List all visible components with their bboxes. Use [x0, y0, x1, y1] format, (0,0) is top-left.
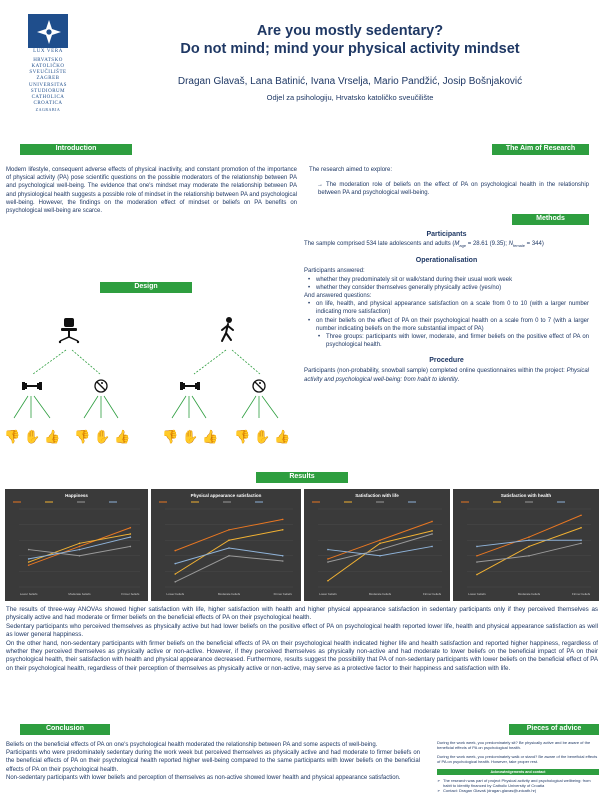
data-point [379, 549, 381, 551]
results-paragraph: Sedentary participants who perceived themselves as physically active but had lower beliefs on the positive effect of PA on psychological health reported lower life, health and physical appearance satisfaction as well as lower general happiness. [6, 622, 598, 639]
answered-list [304, 276, 589, 292]
connector-line [242, 396, 278, 418]
list-item: • Three groups: participants with lower, moderate, and firmer beliefs on the positive effect of PA on psychological health. [304, 333, 589, 349]
data-point [282, 519, 284, 521]
data-point [282, 555, 284, 557]
chart-health-satisfaction [453, 489, 599, 601]
list-item: • on life, health, and physical appearance satisfaction on a scale from 0 to 10 (with a larger number indicating more satisfaction) [304, 300, 589, 316]
thumbs-down-icon: 👎 [74, 430, 91, 445]
x-tick-label: Lower beliefs [19, 592, 38, 596]
chart-title: Satisfaction with health [500, 493, 552, 498]
results-heading: Results [256, 472, 348, 483]
aim-heading: The Aim of Research [492, 144, 589, 155]
groups-list [304, 333, 589, 349]
procedure-text: Participants (non-probability, snowball sample) completed online questionnaires within the project: Physical activity and psychological well-being: from habit to identity. [304, 368, 589, 383]
chart-title: Happiness [65, 493, 88, 498]
chart-background [5, 489, 148, 601]
chart-happiness [5, 489, 148, 601]
data-point [476, 561, 478, 563]
connector-line [33, 350, 66, 374]
no-activity-icon [95, 380, 107, 392]
data-point [174, 550, 176, 552]
participants-heading: Participants [426, 231, 467, 238]
data-point [431, 521, 433, 523]
conclusion-paragraph: Beliefs on the beneficial effects of PA on one's psychological health moderated the relationship between PA and some aspects of well-being. [6, 742, 378, 748]
data-point [431, 546, 433, 548]
questions-list [304, 300, 589, 333]
no-activity-icon [253, 380, 265, 392]
thumbs-up-icon: 👍 [114, 430, 131, 445]
x-tick-label: Moderate beliefs [68, 592, 91, 596]
open-hand-icon: ✋ [24, 430, 41, 445]
operationalisation-heading: Operationalisation [415, 257, 478, 265]
data-point [379, 543, 381, 545]
data-point [28, 561, 30, 563]
data-point [282, 560, 284, 562]
office-chair-icon [59, 318, 79, 343]
data-point [580, 527, 582, 529]
thumbs-up-icon: 👍 [202, 430, 219, 445]
conclusion-paragraph: Non-sedentary participants with lower beliefs and perception of themselves as non-active showed lower health and physical appearance satisfaction. [6, 774, 401, 781]
advice-item: During the work week, you predominately sit? Be physically active and be aware of the beneficial effects of PA on psychological health. [437, 740, 591, 750]
data-point [130, 527, 132, 529]
chart-background [151, 489, 301, 601]
arrow-icon: ➢ [437, 778, 441, 783]
data-point [130, 533, 132, 535]
connector-line [84, 396, 118, 418]
advice-heading: Pieces of advice [509, 724, 599, 735]
walking-person-icon [222, 317, 233, 341]
open-hand-icon: ✋ [254, 430, 271, 445]
list-item: • whether they consider themselves generally physically active (yes/no) [304, 284, 589, 292]
thumbs-down-icon: 👎 [162, 430, 179, 445]
acknowledgement-item: ➢ Contact: Dragan Glavaš (dragan.glavas@unicath.hr) [437, 788, 537, 793]
x-tick-label: Lower beliefs [468, 592, 486, 596]
design-diagram [0, 312, 300, 452]
data-point [580, 514, 582, 516]
participants-text: The sample comprised 534 late adolescents and adults ($M_{age} = 28.61$ (9.35); $N_{female} = 344$) [304, 241, 544, 249]
thumbs-down-icon: 👎 [4, 430, 21, 445]
methods-section [304, 231, 589, 384]
poster-title-line1: Are you mostly sedentary? [256, 23, 444, 39]
poster-title-line2: Do not mind; mind your physical activity mindset [180, 41, 520, 57]
x-tick-label: Firmer beliefs [571, 592, 591, 596]
advice-section [437, 740, 599, 793]
logo-name: HRVATSKO KATOLIČKO SVEUČILIŠTE ZAGREB UNIVERSITAS STUDIORUM CATHOLICA CROATICA ZAGRABIA [29, 58, 67, 112]
data-point [130, 546, 132, 548]
chart-physical-appearance [151, 489, 301, 601]
connector-line [14, 396, 50, 418]
answered-intro: Participants answered: [304, 268, 365, 275]
data-point [282, 529, 284, 531]
connector-line [172, 396, 206, 418]
thumbs-up-icon: 👍 [44, 430, 61, 445]
procedure-heading: Procedure [429, 357, 464, 365]
conclusion-paragraph: Participants who were predominately sedentary during the work week but perceived themselves as physically active and had moderate to firmer beliefs on the beneficial effects of PA on their psychological health reported higher well-being compared to the same participants with lower beliefs on the beneficial effects of PA on their psychological health. [6, 750, 420, 773]
data-point [79, 549, 81, 551]
data-point [79, 546, 81, 548]
chart-background [453, 489, 599, 601]
x-tick-label: Moderate beliefs [368, 592, 392, 596]
poster-authors: Dragan Glavaš, Lana Batinić, Ivana Vrselja, Mario Pandžić, Josip Bošnjaković [177, 76, 523, 87]
data-point [174, 563, 176, 565]
chart-title: Satisfaction with life [355, 493, 399, 498]
logo-motto: LUX VERA [33, 49, 63, 54]
results-paragraph: On the other hand, non-sedentary participants with firmer beliefs on the beneficial effects of PA on their psychological health indicated higher life and health satisfaction and reported higher happiness, regardless of whether they perceived themselves as physically active or non-active. However, if they perceived themselves as physically non-active and had moderate to lower beliefs on the beneficial impact of PA on their psychological health, their satisfaction with health and physical appearance decreased. Furthermore, results suggest the possibility that PA of non-sedentary participants with lower beliefs on the beneficial effect of PA on their psychological health, regardless of their perception of themselves as physically active or non-active, may serve as a protective factor to their happiness and satisfaction with life. [6, 639, 598, 672]
data-point [476, 546, 478, 548]
x-tick-label: Firmer beliefs [422, 592, 442, 596]
dumbbell-icon [22, 382, 42, 390]
university-logo [27, 14, 69, 113]
data-point [174, 581, 176, 583]
open-hand-icon: ✋ [94, 430, 111, 445]
data-point [528, 555, 530, 557]
results-charts [5, 489, 599, 601]
data-point [431, 530, 433, 532]
x-tick-label: Moderate beliefs [217, 592, 241, 596]
aim-intro: The research aimed to explore: [309, 167, 393, 173]
arrow-right-icon: → [317, 182, 326, 188]
questions-intro: And answered questions: [304, 293, 372, 299]
list-item: • on their beliefs on the effect of PA on their psychological health on a scale from 0 to 7 (with a larger number indicating beliefs on the more substantial impact of PA) [304, 317, 589, 333]
x-tick-label: Lower beliefs [166, 592, 185, 596]
introduction-heading: Introduction [20, 144, 132, 155]
x-tick-label: Firmer beliefs [273, 592, 292, 596]
data-point [79, 543, 81, 545]
results-paragraph: The results of three-way ANOVAs showed higher satisfaction with life, higher satisfaction with health and higher physical appearance satisfaction in sedentary participants only if they perceived themselves as physically active and had moderate or firmer beliefs on the beneficial effects of PA on their psychological health. [6, 606, 598, 622]
thumbs-down-icon: 👎 [234, 430, 251, 445]
data-point [327, 580, 329, 582]
data-point [379, 555, 381, 557]
data-point [174, 573, 176, 575]
thumbs-up-icon: 👍 [274, 430, 291, 445]
x-tick-label: Lower beliefs [319, 592, 337, 596]
data-point [28, 564, 30, 566]
poster-affiliation: Odjel za psihologiju, Hrvatsko katoličko sveučilište [266, 93, 434, 102]
acknowledgements-heading: Acknowledgements and contact [437, 769, 599, 775]
advice-item: During the work week, you predominately walk or stand? Be aware of the beneficial effects of PA on psychological health. However, take proper rest. [437, 754, 598, 764]
acknowledgement-item: ➢ The research was part of project Physical activity and psychological wellbeing: from habit to identity financed by Catholic University of Croatia [437, 778, 591, 788]
data-point [130, 536, 132, 538]
data-point [228, 539, 230, 541]
chart-title: Physical appearance satisfaction [190, 493, 262, 498]
data-point [528, 539, 530, 541]
methods-heading: Methods [512, 214, 589, 225]
data-point [228, 529, 230, 531]
connector-line [72, 350, 100, 374]
data-point [431, 533, 433, 535]
dumbbell-icon [180, 382, 200, 390]
arrow-icon: ➢ [437, 788, 441, 793]
data-point [28, 558, 30, 560]
data-point [228, 547, 230, 549]
introduction-text: Modern lifestyle, consequent adverse effects of physical inactivity, and constant promotion of the importance of physical activity (PA) pose scientific questions on the possible moderators of the relationship between PA and psychological well-being. The evidence that one's mindset may moderate the relationship between PA and physiological health suggests a possible role of mindset in the relationship between PA and psychological well-being. However, the findings on the moderation effect of mindset or beliefs on PA benefits on psychological well-being are scarce. [6, 167, 297, 215]
connector-line [194, 350, 226, 374]
open-hand-icon: ✋ [182, 430, 199, 445]
data-point [476, 555, 478, 557]
connector-line [232, 350, 260, 374]
poster-header [100, 22, 600, 102]
data-point [580, 543, 582, 545]
crest-cross-icon [29, 15, 69, 49]
data-point [528, 546, 530, 548]
chart-life-satisfaction [304, 489, 450, 601]
data-point [379, 539, 381, 541]
data-point [476, 574, 478, 576]
data-point [327, 549, 329, 551]
data-point [327, 558, 329, 560]
data-point [228, 555, 230, 557]
data-point [79, 555, 81, 557]
conclusion-heading: Conclusion [20, 724, 110, 735]
aim-point: → The moderation role of beliefs on the effect of PA on psychological health in the relationship between PA and psychological well-being. [317, 182, 590, 197]
results-text [6, 606, 598, 673]
list-item: • whether they predominately sit or walk/stand during their usual work week [304, 276, 589, 284]
data-point [28, 549, 30, 551]
logo-crest [28, 14, 68, 48]
data-point [327, 561, 329, 563]
design-heading: Design [100, 282, 192, 293]
data-point [580, 539, 582, 541]
conclusion-text [6, 741, 420, 782]
x-tick-label: Firmer beliefs [121, 592, 140, 596]
x-tick-label: Moderate beliefs [517, 592, 541, 596]
data-point [528, 536, 530, 538]
